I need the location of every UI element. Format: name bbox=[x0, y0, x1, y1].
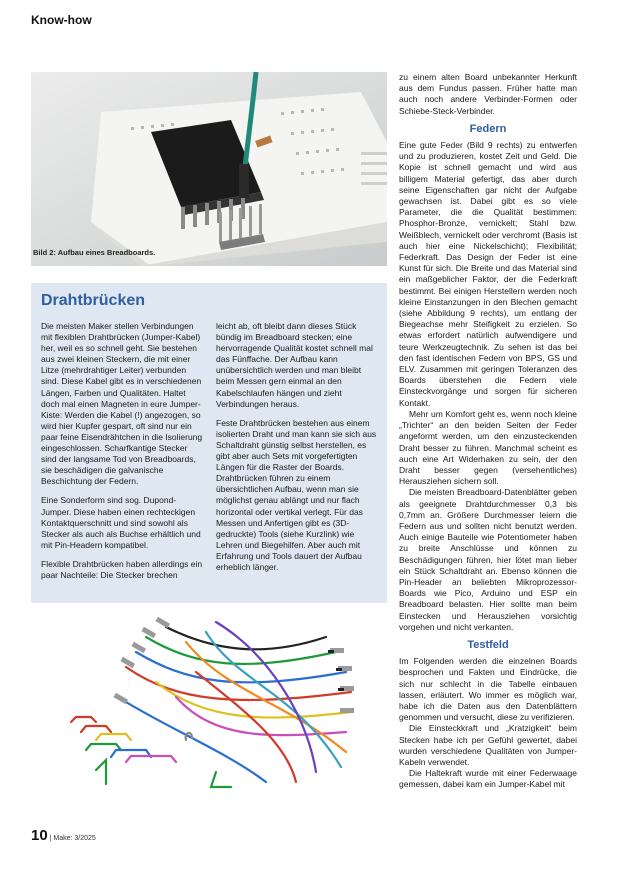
sidebar-column-left bbox=[41, 321, 203, 589]
paragraph: zu einem alten Board unbekannter Herkunft aus dem Fundus passen. Früher hatte man auch noch andere Verbinder-Formen oder Schiebe-Steck-Verbinder. bbox=[399, 72, 577, 116]
sidebar-column-right bbox=[216, 321, 378, 581]
jumper-wires-photo bbox=[66, 612, 356, 790]
page-footer bbox=[31, 827, 96, 844]
page-number: 10 bbox=[31, 827, 48, 844]
paragraph: Eine gute Feder (Bild 9 rechts) zu entwerfen und zu produzieren, kostet Zeit und Geld. Die Kopie ist schnell gemacht und wird aus billigem Material gefertigt, das aber durch seine Eigenschaften gar nicht der Aufgabe gewachsen ist. Dabei gibt es so viele Parameter, die die Qualität bestimmen: Phosphor-Bronze, vernickelt; Stahl bzw. Weißblech, vernickelt oder verchromt (Basis ist auch hier eine Nickelschicht); Flexibilität; Federkraft. Das Design der Feder ist eine Kunst für sich. Die Breite und das Material sind ein maßgeblicher Faktor, der die Federkraft bestimmt. Bei einigen Herstellern werden noch kleine Einstanzungen in den Blechen gemacht (siehe Abbildung 9 rechts), um entlang der Biegeachse mehr Steifigkeit zu erzielen. So etwas erfordert natürlich aufwendigere und teure Werkzeugtechnik. Zu sehen ist das bei den fast identischen Federn von BPS, GS und ELV. Zusammen mit geringen Toleranzen des Boards überstehen die Federn viele Einsteckvorgänge und sorgen für sicheren Kontakt. bbox=[399, 140, 577, 408]
paragraph: Die Einsteckkraft und „Kratzigkeit“ beim Stecken habe ich per Gefühl gewertet, dabei wurden verschiedene Qualitäten von Jumper-Kabeln verwendet. bbox=[399, 723, 577, 767]
paragraph: Feste Drahtbrücken bestehen aus einem isolierten Draht und man kann sie sich aus Schaltdraht günstig selbst herstellen, es gibt aber auch Sets mit vorgefertigten Längen für die Raster der Boards. Drahtbrücken führen zu einem übersichtlichen Aufbau, wenn man sie möglichst genau ablängt und nur flach horizontal oder vertikal verlegt. Für das Messen und Anfertigen gibt es (3D-gedruckte) Tools (siehe Kurzlink) wie Lehren und Biegehilfen. Aber auch mit Erfahrung und Tools dauert der Aufbau erheblich länger. bbox=[216, 417, 377, 572]
main-column bbox=[399, 72, 577, 791]
paragraph: Eine Sonderform sind sog. Dupond-Jumper. Diese haben einen rechteckigen Kontaktquerschnitt und sind sowohl als Stecker als auch als Buchse erhältlich und mit Pin-Headern kompatibel. bbox=[41, 495, 201, 550]
issue-label: | Make: 3/2025 bbox=[49, 835, 96, 842]
paragraph: Die meisten Breadboard-Datenblätter geben als geeignete Drahtdurchmesser 0,3 bis 0,7mm an. Größere Durchmesser leiern die Federn aus und sollten nicht benutzt werden. Auch einige Bauteile wie Potentiometer haben zu breite Anschlüsse und können zu Beschädigungen führen, hier lötet man lieber ein Stück Schaltdraht an. Ebenso können die Pin-Header an beliebten Mikroprozessor-Boards wie Pico, Arduino und ESP ein Breadboard belasten. Hier sollte man beim Einstecken und Herausziehen vorsichtig vorgehen und nicht verkanten. bbox=[399, 487, 577, 632]
heading-testfeld: Testfeld bbox=[467, 638, 509, 651]
section-label: Know-how bbox=[31, 13, 92, 27]
paragraph: Mehr um Komfort geht es, wenn noch kleine „Trichter“ an den beiden Seiten der Feder angeformt werden, um den einzusteckenden Draht besser zu führen. Manchmal scheint es auch eine Art Widerhaken zu sein, der den Draht besser gegen (versehentliches) Herausziehen sichern soll. bbox=[399, 408, 577, 487]
breadboard-photo bbox=[31, 72, 387, 266]
sidebar-title: Drahtbrücken bbox=[41, 292, 146, 309]
paragraph: Im Folgenden werden die einzelnen Boards besprochen und Fakten und Eindrücke, die sich nur schlecht in die Tabelle einbauen lassen, erläutert. Wo immer es möglich war, habe ich die Daten aus den Datenblättern genommen und versucht, diese zu verifizieren. bbox=[399, 656, 577, 723]
heading-federn: Federn bbox=[469, 122, 507, 135]
paragraph: Flexible Drahtbrücken haben allerdings ein paar Nachteile: Die Stecker brechen bbox=[41, 558, 203, 580]
paragraph: leicht ab, oft bleibt dann dieses Stück bündig im Breadboard stecken; eine hervorragende Qualität kostet schnell mal das Fünffache. Der Aufbau kann unübersichtlich werden und man bleibt beim Messen gern einmal an den Kabelschlaufen hängen und zieht Verbindungen heraus. bbox=[216, 321, 373, 409]
paragraph: Die meisten Maker stellen Verbindungen mit flexiblen Drahtbrücken (Jumper-Kabel) her, weil es so schnell geht. Sie bestehen aus zwei kleinen Steckern, die mit einer Litze (mehrdrahtiger Leiter) verbunden sind. Diese Kabel gibt es in verschiedenen Längen, Farben und Qualitäten. Haltet doch mal einen Magneten in eure Jumper-Kiste: Werden die Kabel (!) angezogen, so wird hier Kupfer gespart, oft sind nur ein paar feine Eisendrähtchen in die Isolierung eingeschlossen. Scharfkantige Stecker sind der langsame Tod von Breadboards, sie beschädigen die galvanische Beschichtung der Federn. bbox=[41, 321, 203, 487]
paragraph: Die Haltekraft wurde mit einer Federwaage gemessen, dabei kam ein Jumper-Kabel mit bbox=[399, 768, 577, 790]
figure-2-caption: Bild 2: Aufbau eines Breadboards. bbox=[33, 248, 156, 257]
